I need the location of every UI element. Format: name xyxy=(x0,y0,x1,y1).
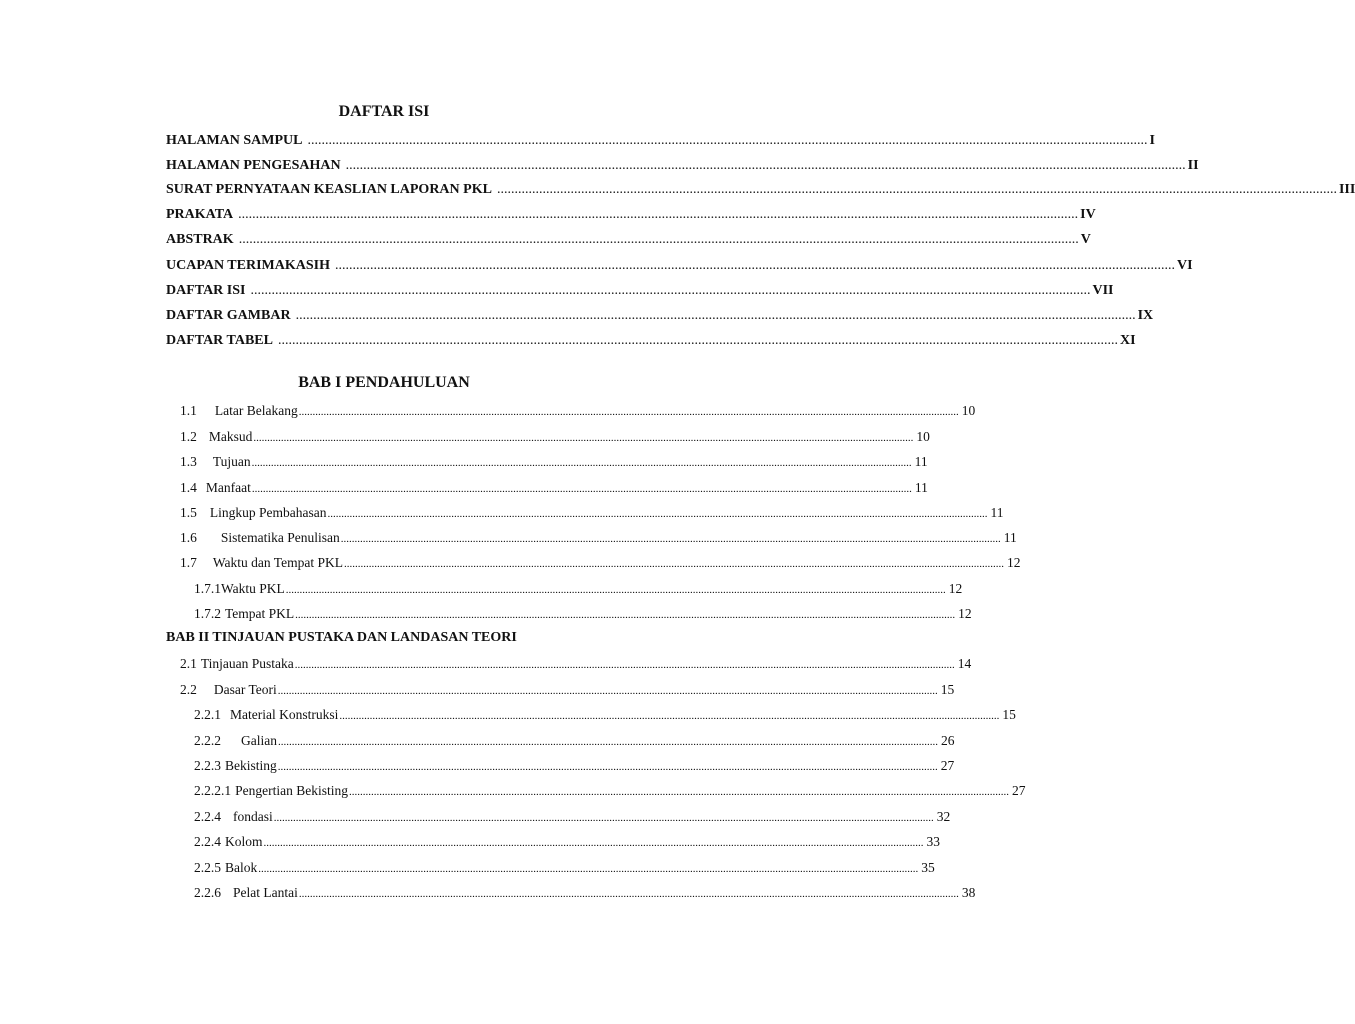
section-title: Tinjauan Pustaka xyxy=(200,656,294,671)
section-page: 11 xyxy=(914,454,928,469)
section-title: Kolom xyxy=(225,834,263,849)
section-page: 10 xyxy=(916,429,930,444)
section-title: Manfaat xyxy=(205,480,251,495)
section-number: 1.7.1 xyxy=(194,581,221,596)
section-title: Sistematika Penulisan xyxy=(220,530,340,545)
toc-entry-daftar-gambar[interactable] xyxy=(166,308,1154,324)
dot-leader: ................................................................................................................................................................................................................................................ xyxy=(277,685,938,697)
dot-leader: ................................................................................................................................................................................................................................................ xyxy=(263,837,924,849)
section-number: 2.1 xyxy=(180,656,197,671)
toc-entry-page: IV xyxy=(1080,207,1096,222)
section-page: 32 xyxy=(936,809,951,824)
section-page: 14 xyxy=(957,656,972,671)
section-title: Material Konstruksi xyxy=(230,707,339,722)
section-page: 27 xyxy=(1011,783,1026,798)
section-page: 12 xyxy=(958,606,972,621)
dot-leader: ................................................................................................................................................................................................................................................ xyxy=(273,812,934,824)
section-title: Pengertian Bekisting xyxy=(235,783,348,798)
toc-entry-2-2-1[interactable] xyxy=(194,707,1016,723)
dot-leader: ................................................................................................................................................................................................................................................ xyxy=(277,333,1118,348)
section-title: Tujuan xyxy=(212,454,251,469)
section-title: Maksud xyxy=(208,429,253,444)
toc-entry-2-2[interactable] xyxy=(180,682,955,698)
section-number: 1.7 xyxy=(180,555,197,570)
section-number: 1.4 xyxy=(180,480,197,495)
section-number: 2.2.4 xyxy=(194,834,221,849)
toc-entry-1-6[interactable] xyxy=(180,530,1017,546)
section-title: Galian xyxy=(241,733,277,748)
toc-entry-2-1[interactable] xyxy=(180,656,972,672)
toc-entry-page: III xyxy=(1338,182,1355,197)
section-number: 2.2.2 xyxy=(194,733,221,748)
toc-entry-2-2-4-kolom[interactable] xyxy=(194,834,941,850)
toc-entry-label: HALAMAN PENGESAHAN xyxy=(166,158,341,173)
toc-entry-prakata[interactable] xyxy=(166,207,1096,223)
dot-leader: ................................................................................................................................................................................................................................................ xyxy=(250,283,1091,298)
toc-entry-page: XI xyxy=(1119,333,1136,348)
dot-leader: ................................................................................................................................................................................................................................................ xyxy=(251,457,912,469)
section-page: 26 xyxy=(941,733,955,748)
toc-entry-page: II xyxy=(1187,158,1199,173)
section-number: 1.6 xyxy=(180,530,197,545)
section-title: fondasi xyxy=(233,809,273,824)
toc-entry-2-2-5[interactable] xyxy=(194,860,935,876)
section-title: Balok xyxy=(225,860,258,875)
toc-entry-2-2-6[interactable] xyxy=(194,885,976,901)
dot-leader: ................................................................................................................................................................................................................................................ xyxy=(307,133,1148,148)
section-number: 1.5 xyxy=(180,505,197,520)
section-title: Pelat Lantai xyxy=(233,885,298,900)
toc-entry-label: DAFTAR ISI xyxy=(166,283,246,298)
toc-entry-label: HALAMAN SAMPUL xyxy=(166,133,303,148)
dot-leader: ................................................................................................................................................................................................................................................ xyxy=(258,863,919,875)
toc-entry-page: V xyxy=(1080,232,1091,247)
toc-entry-label: DAFTAR GAMBAR xyxy=(166,308,291,323)
toc-entry-daftar-tabel[interactable] xyxy=(166,333,1136,349)
section-page: 27 xyxy=(940,758,955,773)
dot-leader: ................................................................................................................................................................................................................................................ xyxy=(335,258,1175,273)
section-number: 2.2.3 xyxy=(194,758,221,773)
toc-entry-1-4[interactable] xyxy=(180,480,928,496)
dot-leader: ................................................................................................................................................................................................................................................ xyxy=(298,888,959,900)
section-number: 1.2 xyxy=(180,429,197,444)
toc-entry-page: I xyxy=(1149,133,1155,148)
section-number: 1.7.2 xyxy=(194,606,221,621)
section-title: Dasar Teori xyxy=(213,682,277,697)
dot-leader: ................................................................................................................................................................................................................................................ xyxy=(295,609,956,621)
dot-leader: ................................................................................................................................................................................................................................................ xyxy=(238,207,1079,222)
toc-entry-halaman-pengesahan[interactable] xyxy=(166,158,1199,174)
toc-entry-daftar-isi[interactable] xyxy=(166,283,1114,299)
toc-entry-label: ABSTRAK xyxy=(166,232,234,247)
section-number: 1.3 xyxy=(180,454,197,469)
section-number: 2.2.4 xyxy=(194,809,221,824)
dot-leader: ................................................................................................................................................................................................................................................ xyxy=(340,533,1001,545)
dot-leader: ................................................................................................................................................................................................................................................ xyxy=(298,406,959,418)
toc-entry-page: VI xyxy=(1177,258,1193,273)
toc-entry-1-3[interactable] xyxy=(180,454,928,470)
dot-leader: ................................................................................................................................................................................................................................................ xyxy=(348,786,1009,798)
toc-entry-label: SURAT PERNYATAAN KEASLIAN LAPORAN PKL xyxy=(166,182,492,197)
section-page: 15 xyxy=(1002,707,1016,722)
dot-leader: ................................................................................................................................................................................................................................................ xyxy=(339,710,1000,722)
section-title: Tempat PKL xyxy=(225,606,295,621)
toc-entry-label: PRAKATA xyxy=(166,207,234,222)
section-page: 11 xyxy=(1003,530,1017,545)
section-page: 15 xyxy=(940,682,955,697)
toc-entry-1-5[interactable] xyxy=(180,505,1004,521)
toc-entry-1-7-1[interactable] xyxy=(194,581,963,597)
section-title: Bekisting xyxy=(225,758,277,773)
section-number: 2.2.6 xyxy=(194,885,221,900)
section-title: Waktu dan Tempat PKL xyxy=(212,555,343,570)
section-number: 2.2.2.1 xyxy=(194,783,232,798)
toc-entry-1-2[interactable] xyxy=(180,429,930,445)
toc-entry-1-7[interactable] xyxy=(180,555,1021,571)
dot-leader: ................................................................................................................................................................................................................................................ xyxy=(295,308,1136,323)
toc-entry-page: IX xyxy=(1137,308,1154,323)
dot-leader: ................................................................................................................................................................................................................................................ xyxy=(253,432,914,444)
toc-entry-2-2-2-1[interactable] xyxy=(194,783,1026,799)
section-number: 2.2.1 xyxy=(194,707,221,722)
toc-entry-surat-pernyataan[interactable] xyxy=(166,182,1355,198)
toc-entry-label: DAFTAR TABEL xyxy=(166,333,273,348)
toc-entry-page: VII xyxy=(1092,283,1114,298)
section-page: 35 xyxy=(921,860,935,875)
toc-entry-2-2-2[interactable] xyxy=(194,733,955,749)
section-page: 11 xyxy=(990,505,1004,520)
toc-entry-ucapan-terimakasih[interactable] xyxy=(166,258,1193,274)
section-page: 12 xyxy=(1006,555,1021,570)
toc-entry-2-2-3[interactable] xyxy=(194,758,955,774)
section-page: 12 xyxy=(948,581,963,596)
section-title: Lingkup Pembahasan xyxy=(209,505,327,520)
page-title: DAFTAR ISI xyxy=(338,103,430,120)
section-number: 2.2.5 xyxy=(194,860,221,875)
toc-entry-label: UCAPAN TERIMAKASIH xyxy=(166,258,330,273)
dot-leader: ................................................................................................................................................................................................................................................ xyxy=(345,158,1186,173)
section-page: 10 xyxy=(961,403,976,418)
dot-leader: ................................................................................................................................................................................................................................................ xyxy=(327,508,988,520)
dot-leader: ................................................................................................................................................................................................................................................ xyxy=(285,584,946,596)
toc-entry-abstrak[interactable] xyxy=(166,232,1091,248)
chapter-heading-bab2: BAB II TINJAUAN PUSTAKA DAN LANDASAN TEORI xyxy=(166,630,517,645)
section-number: 2.2 xyxy=(180,682,197,697)
section-title: Latar Belakang xyxy=(214,403,298,418)
dot-leader: ................................................................................................................................................................................................................................................ xyxy=(238,232,1079,247)
section-page: 33 xyxy=(926,834,941,849)
section-number: 1.1 xyxy=(180,403,197,418)
dot-leader: ................................................................................................................................................................................................................................................ xyxy=(343,558,1004,570)
toc-entry-2-2-4-fondasi[interactable] xyxy=(194,809,951,825)
dot-leader: ................................................................................................................................................................................................................................................ xyxy=(251,483,912,495)
dot-leader: ................................................................................................................................................................................................................................................ xyxy=(496,182,1337,197)
toc-entry-1-7-2[interactable] xyxy=(194,606,972,622)
dot-leader: ................................................................................................................................................................................................................................................ xyxy=(294,659,955,671)
dot-leader: ................................................................................................................................................................................................................................................ xyxy=(278,736,938,748)
dot-leader: ................................................................................................................................................................................................................................................ xyxy=(277,761,938,773)
chapter-heading-bab1: BAB I PENDAHULUAN xyxy=(298,374,470,391)
toc-entry-1-1[interactable] xyxy=(180,403,976,419)
section-page: 38 xyxy=(961,885,976,900)
section-title: Waktu PKL xyxy=(221,581,285,596)
section-page: 11 xyxy=(914,480,928,495)
toc-entry-halaman-sampul[interactable] xyxy=(166,133,1155,149)
